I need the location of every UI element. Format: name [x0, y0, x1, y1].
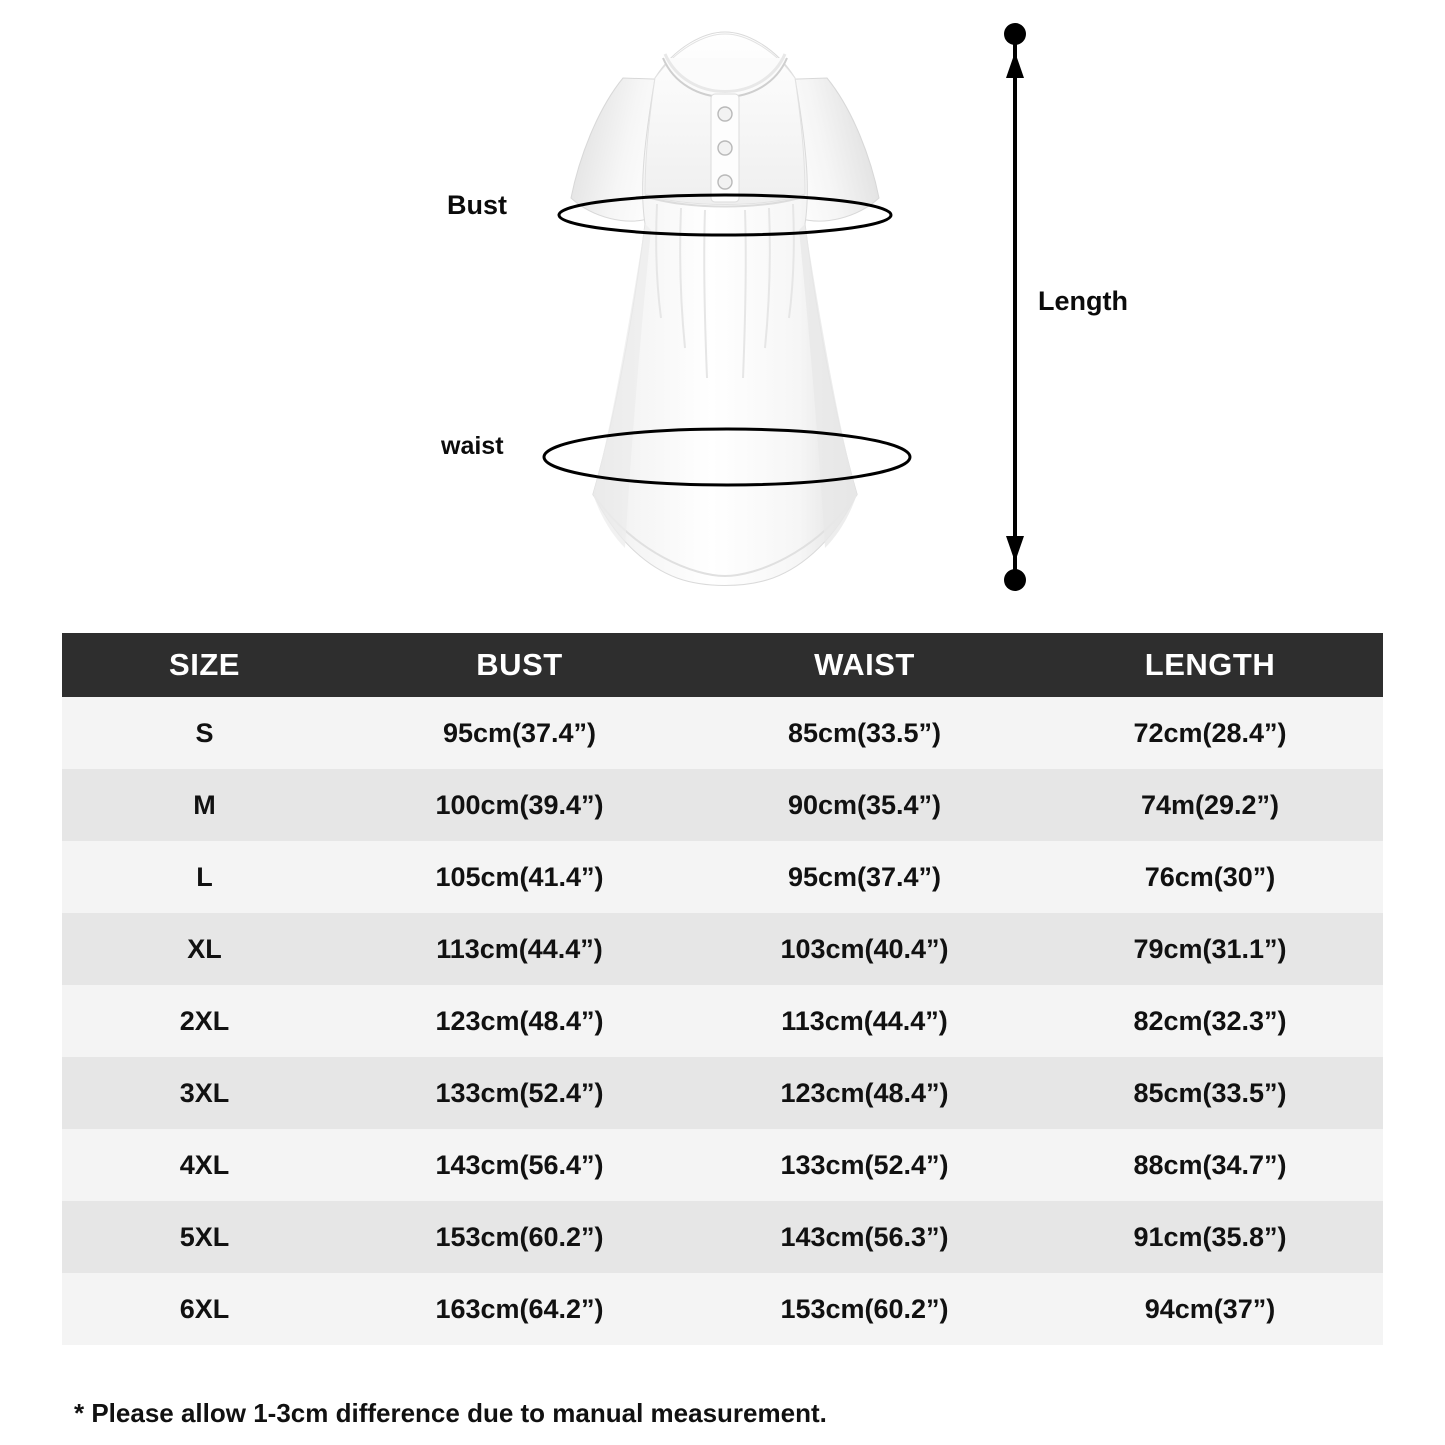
cell-waist: 153cm(60.2”) [692, 1273, 1037, 1345]
cell-bust: 95cm(37.4”) [347, 697, 692, 769]
cell-length: 74m(29.2”) [1037, 769, 1383, 841]
waist-measure-ellipse [540, 421, 915, 493]
shirt-image [505, 18, 945, 603]
column-header-size: SIZE [62, 633, 347, 697]
cell-length: 79cm(31.1”) [1037, 913, 1383, 985]
cell-waist: 143cm(56.3”) [692, 1201, 1037, 1273]
length-measure-arrow [995, 22, 1035, 592]
garment-illustration [0, 0, 1445, 620]
table-row [62, 841, 1383, 913]
column-header-bust: BUST [347, 633, 692, 697]
cell-bust: 153cm(60.2”) [347, 1201, 692, 1273]
table-row [62, 769, 1383, 841]
cell-waist: 103cm(40.4”) [692, 913, 1037, 985]
cell-bust: 123cm(48.4”) [347, 985, 692, 1057]
cell-waist: 113cm(44.4”) [692, 985, 1037, 1057]
table-row [62, 1201, 1383, 1273]
bust-label: Bust [447, 190, 507, 220]
cell-size: 5XL [62, 1201, 347, 1273]
cell-size: 4XL [62, 1129, 347, 1201]
cell-bust: 133cm(52.4”) [347, 1057, 692, 1129]
cell-bust: 143cm(56.4”) [347, 1129, 692, 1201]
cell-length: 91cm(35.8”) [1037, 1201, 1383, 1273]
size-table-wrapper [62, 633, 1383, 1345]
cell-size: 6XL [62, 1273, 347, 1345]
cell-bust: 105cm(41.4”) [347, 841, 692, 913]
cell-waist: 90cm(35.4”) [692, 769, 1037, 841]
bust-measure-ellipse [555, 188, 895, 243]
measurement-note: * Please allow 1-3cm difference due to manual measurement. [74, 1398, 827, 1428]
cell-waist: 123cm(48.4”) [692, 1057, 1037, 1129]
cell-bust: 113cm(44.4”) [347, 913, 692, 985]
cell-length: 85cm(33.5”) [1037, 1057, 1383, 1129]
cell-waist: 95cm(37.4”) [692, 841, 1037, 913]
cell-size: S [62, 697, 347, 769]
table-row [62, 1129, 1383, 1201]
cell-size: XL [62, 913, 347, 985]
cell-length: 88cm(34.7”) [1037, 1129, 1383, 1201]
cell-length: 72cm(28.4”) [1037, 697, 1383, 769]
table-row [62, 1057, 1383, 1129]
table-body [62, 697, 1383, 1345]
column-header-length: LENGTH [1037, 633, 1383, 697]
cell-length: 76cm(30”) [1037, 841, 1383, 913]
cell-waist: 85cm(33.5”) [692, 697, 1037, 769]
table-row [62, 1273, 1383, 1345]
cell-size: 3XL [62, 1057, 347, 1129]
table-header-row [62, 633, 1383, 697]
length-label: Length [1038, 286, 1128, 316]
cell-size: L [62, 841, 347, 913]
cell-bust: 100cm(39.4”) [347, 769, 692, 841]
cell-length: 94cm(37”) [1037, 1273, 1383, 1345]
table-row [62, 913, 1383, 985]
cell-size: 2XL [62, 985, 347, 1057]
cell-length: 82cm(32.3”) [1037, 985, 1383, 1057]
table-row [62, 985, 1383, 1057]
cell-waist: 133cm(52.4”) [692, 1129, 1037, 1201]
table-row [62, 697, 1383, 769]
table-header [62, 633, 1383, 697]
waist-label: waist [441, 432, 504, 460]
column-header-waist: WAIST [692, 633, 1037, 697]
cell-size: M [62, 769, 347, 841]
size-table [62, 633, 1383, 1345]
cell-bust: 163cm(64.2”) [347, 1273, 692, 1345]
